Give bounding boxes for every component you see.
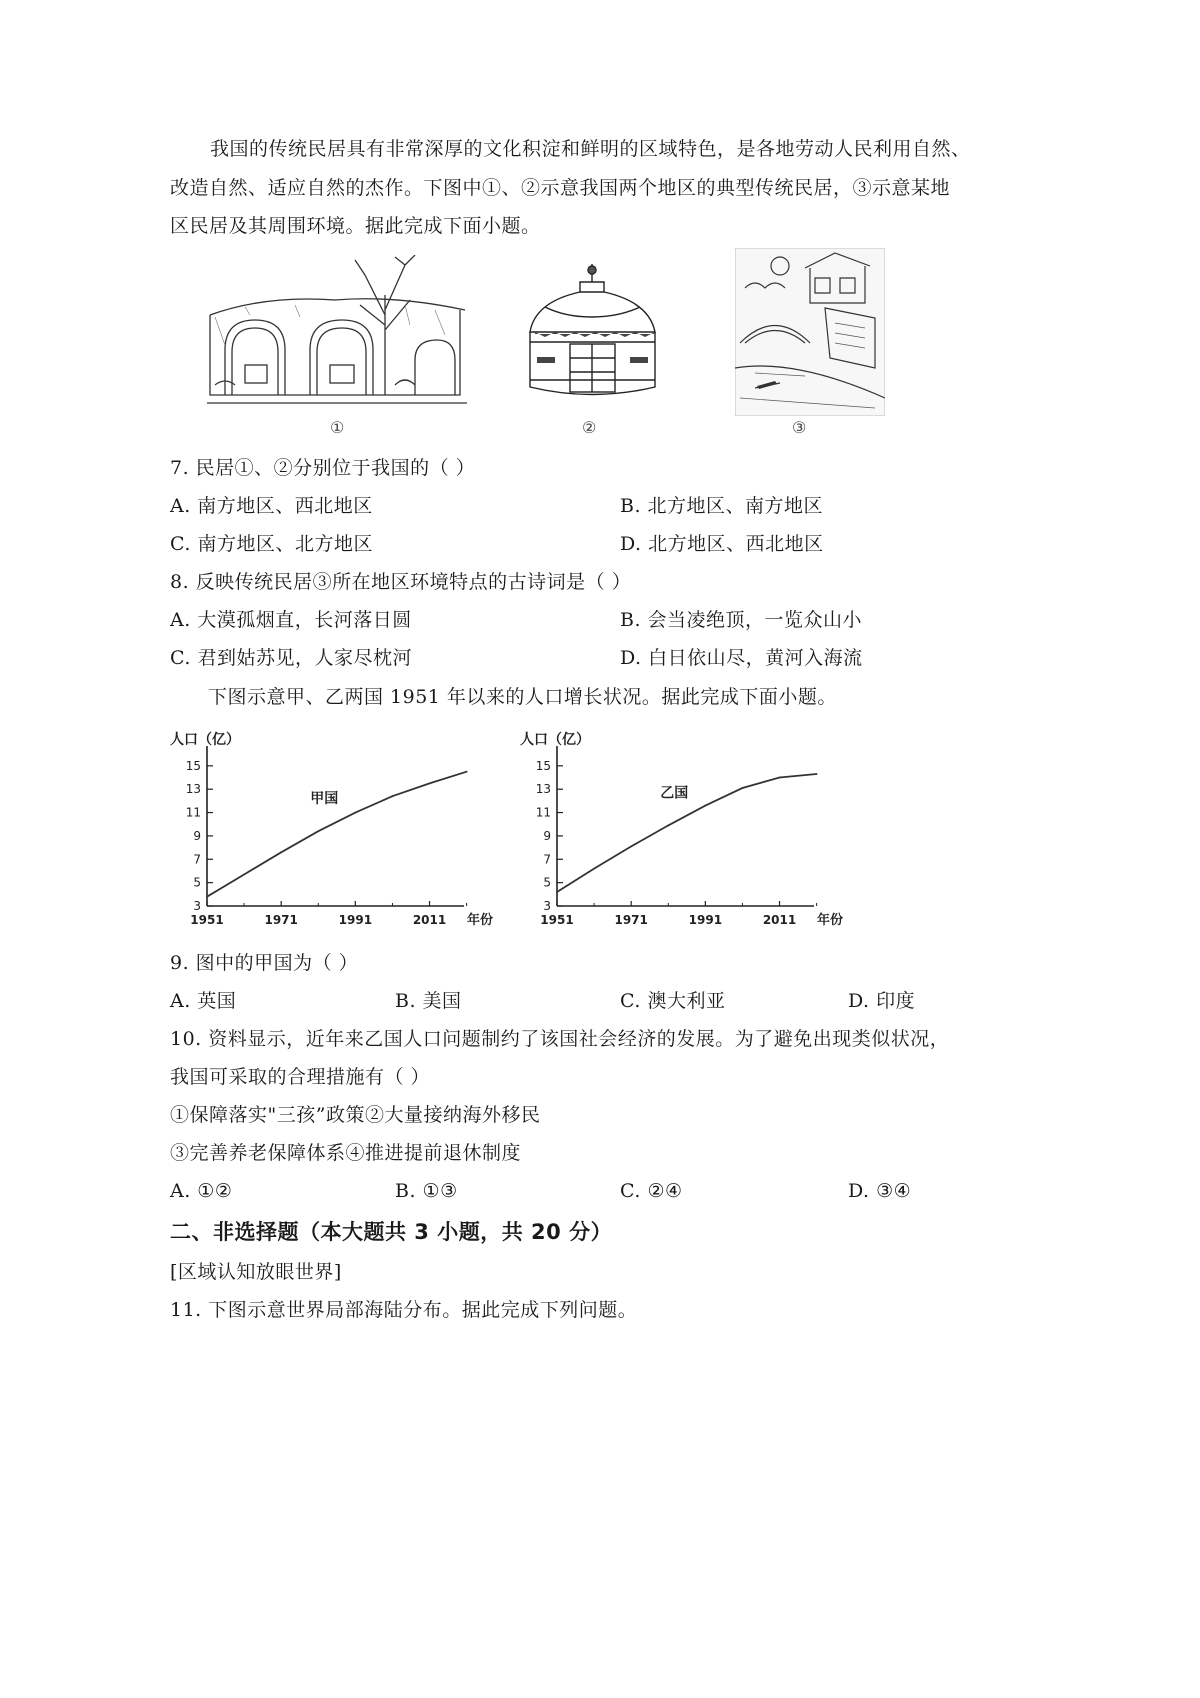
x-axis-label: 年份 <box>816 913 844 928</box>
y-tick-label: 9 <box>193 828 201 843</box>
intro-line-1: 我国的传统民居具有非常深厚的文化积淀和鲜明的区域特色，是各地劳动人民利用自然、 <box>210 138 971 160</box>
y-tick-label: 7 <box>193 852 201 867</box>
q7-option-c: C. 南方地区、北方地区 <box>170 533 373 555</box>
data-point <box>779 777 781 779</box>
q9-option-c: C. 澳大利亚 <box>620 990 726 1012</box>
q9-option-a: A. 英国 <box>170 990 237 1012</box>
q11-stem: 11. 下图示意世界局部海陆分布。据此完成下列问题。 <box>170 1299 638 1321</box>
data-point <box>816 773 818 775</box>
yurt-illustration <box>525 262 660 402</box>
y-tick-label: 3 <box>193 899 201 913</box>
q10-option-c: C. ②④ <box>620 1180 683 1202</box>
x-tick-label: 2011 <box>412 913 447 927</box>
intro-line-2: 改造自然、适应自然的杰作。下图中①、②示意我国两个地区的典型传统民居，③示意某地 <box>170 177 951 199</box>
data-point <box>742 787 744 789</box>
q7-option-a: A. 南方地区、西北地区 <box>170 495 373 517</box>
y-tick-label: 7 <box>543 852 551 867</box>
y-tick-label: 11 <box>185 805 201 820</box>
intro-line-3: 区民居及其周围环境。据此完成下面小题。 <box>170 215 541 237</box>
q10-option-d: D. ③④ <box>848 1180 912 1202</box>
q7-option-b: B. 北方地区、南方地区 <box>620 495 824 517</box>
y-tick-label: 13 <box>185 782 201 797</box>
data-point <box>354 812 356 814</box>
y-tick-label: 5 <box>543 875 551 890</box>
data-point <box>593 868 595 870</box>
data-point <box>280 851 282 853</box>
population-chart-yi <box>510 722 860 937</box>
population-chart-jia <box>160 722 510 937</box>
q10-stem-line-1: 10. 资料显示，近年来乙国人口问题制约了该国社会经济的发展。为了避免出现类似状况， <box>170 1028 950 1050</box>
q8-option-c: C. 君到姑苏见，人家尽枕河 <box>170 647 412 669</box>
x-tick-label: 1951 <box>190 913 224 927</box>
q10-option-b: B. ①③ <box>395 1180 458 1202</box>
section-2-title: 二、非选择题（本大题共 3 小题，共 20 分） <box>170 1220 613 1244</box>
y-tick-label: 5 <box>193 875 201 890</box>
series-label: 乙国 <box>660 785 689 802</box>
data-point <box>317 830 319 832</box>
section-2-tag: [区域认知放眼世界] <box>170 1261 342 1283</box>
y-tick-label: 9 <box>543 828 551 843</box>
y-tick-label: 13 <box>535 782 551 797</box>
y-tick-label: 11 <box>535 805 551 820</box>
data-point <box>630 846 632 848</box>
data-point <box>466 771 468 773</box>
q8-option-d: D. 白日依山尽，黄河入海流 <box>620 647 863 669</box>
data-point <box>556 891 558 893</box>
q10-statements-2: ③完善养老保障体系④推进提前退休制度 <box>170 1142 522 1164</box>
x-tick-label: 1951 <box>540 913 574 927</box>
x-tick-label: 1971 <box>264 913 298 927</box>
illustration-1-caption: ① <box>330 418 345 437</box>
data-point <box>667 825 669 827</box>
y-tick-label: 3 <box>543 899 551 913</box>
q10-statements-1: ①保障落实"三孩”政策②大量接纳海外移民 <box>170 1104 541 1126</box>
series-label: 甲国 <box>310 791 339 808</box>
x-tick-label: 1971 <box>614 913 648 927</box>
q8-option-b: B. 会当凌绝顶，一览众山小 <box>620 609 863 631</box>
q8-option-a: A. 大漠孤烟直，长河落日圆 <box>170 609 412 631</box>
y-tick-label: 15 <box>185 758 201 773</box>
data-point <box>243 874 245 876</box>
y-tick-label: 15 <box>535 758 551 773</box>
q10-option-a: A. ①② <box>170 1180 233 1202</box>
cave-dwelling-illustration <box>205 255 470 415</box>
x-tick-label: 1991 <box>688 913 723 927</box>
x-tick-label: 2011 <box>762 913 797 927</box>
q8-stem: 8. 反映传统民居③所在地区环境特点的古诗词是（ ） <box>170 571 632 593</box>
illustration-3-caption: ③ <box>792 418 807 437</box>
intro-2: 下图示意甲、乙两国 1951 年以来的人口增长状况。据此完成下面小题。 <box>208 686 837 708</box>
data-point <box>392 795 394 797</box>
data-point <box>704 805 706 807</box>
q9-option-b: B. 美国 <box>395 990 462 1012</box>
y-axis-label: 人口（亿） <box>520 732 590 748</box>
data-point <box>206 896 208 898</box>
q7-option-d: D. 北方地区、西北地区 <box>620 533 824 555</box>
x-tick-label: 1991 <box>338 913 373 927</box>
q9-option-d: D. 印度 <box>848 990 916 1012</box>
water-town-illustration <box>735 248 885 416</box>
illustration-2-caption: ② <box>582 418 597 437</box>
q9-stem: 9. 图中的甲国为（ ） <box>170 952 359 974</box>
x-axis-label: 年份 <box>466 913 494 928</box>
data-point <box>429 782 431 784</box>
q7-stem: 7. 民居①、②分别位于我国的（ ） <box>170 457 476 479</box>
q10-stem-line-2: 我国可采取的合理措施有（ ） <box>170 1066 431 1088</box>
y-axis-label: 人口（亿） <box>170 732 240 748</box>
